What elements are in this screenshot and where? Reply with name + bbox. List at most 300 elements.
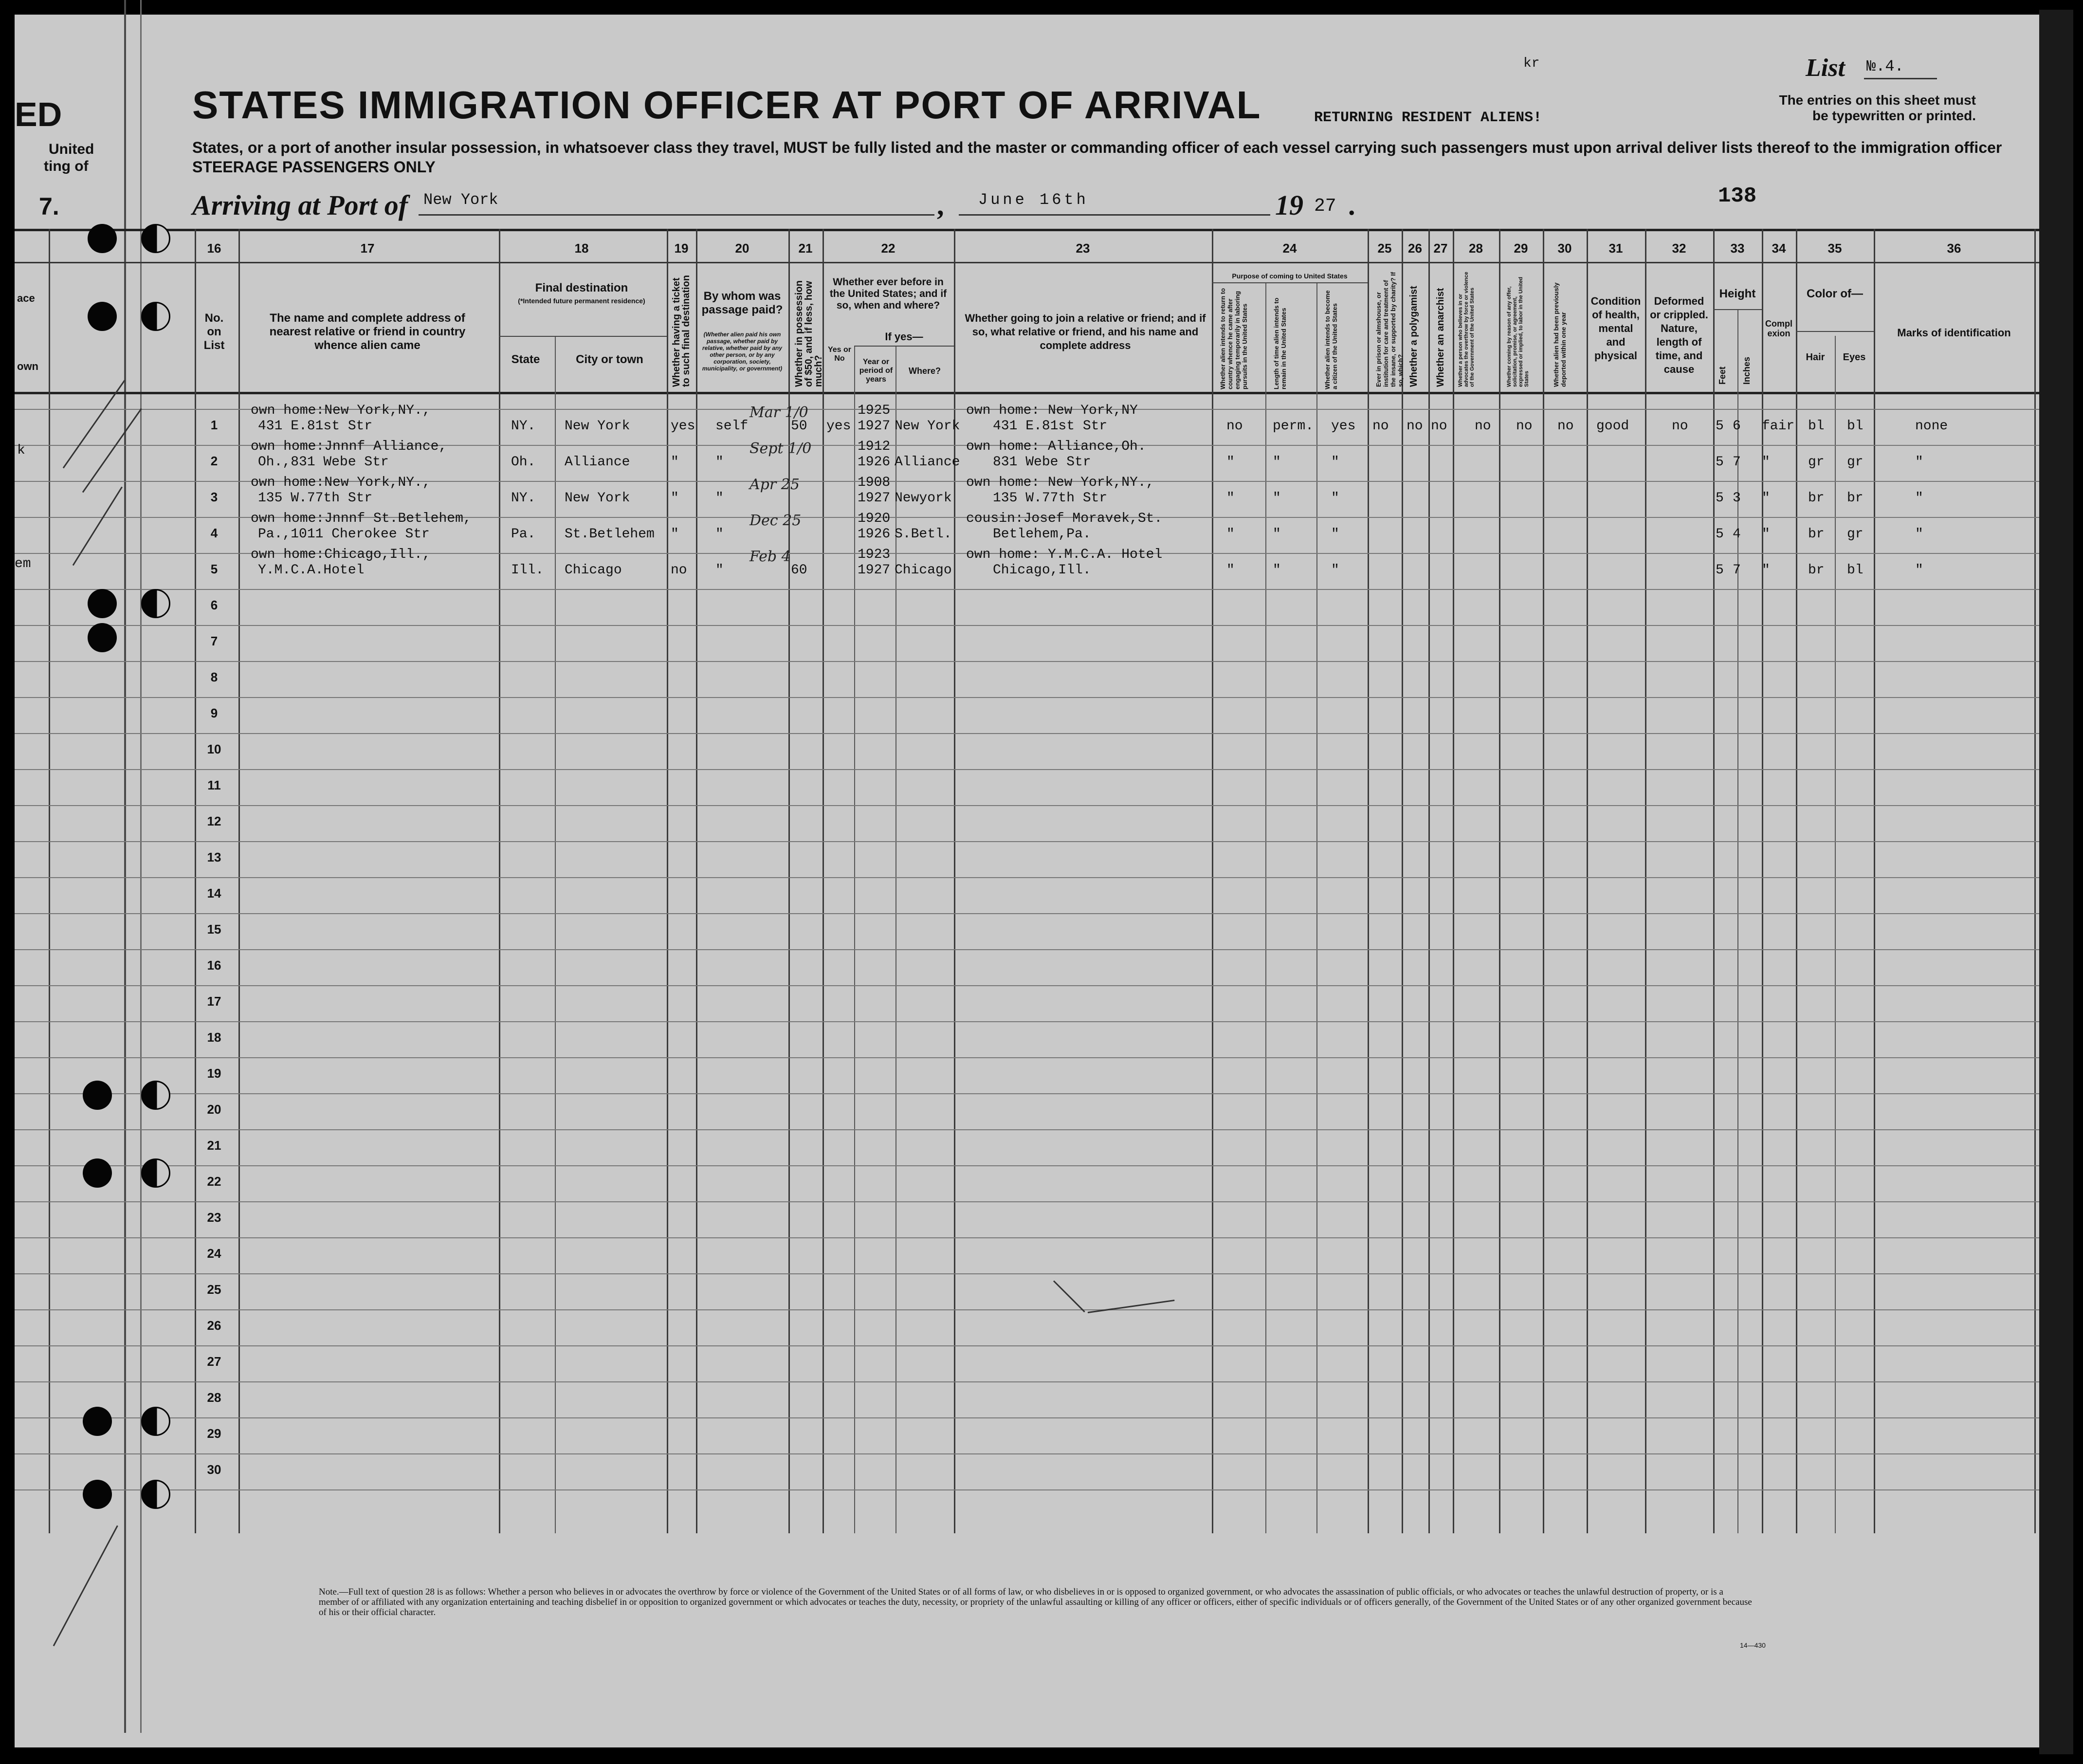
row-number: 21 [207, 1138, 221, 1153]
header-deported: Whether alien had been previously deported within one year [1553, 282, 1567, 387]
punch-hole [88, 224, 117, 253]
nearest-relative-line2: Y.M.C.A.Hotel [258, 563, 365, 578]
punch-hole [141, 1407, 170, 1436]
row-number: 8 [210, 670, 218, 684]
row-number: 6 [210, 598, 218, 612]
height-feet: 5 [1716, 491, 1724, 506]
height-inches: 4 [1733, 527, 1741, 542]
polygamist-answer: no [1407, 419, 1423, 434]
money-amount: 50 [791, 419, 807, 434]
money-handwritten: Dec 25 [749, 512, 802, 529]
eye-color: br [1847, 491, 1864, 506]
cut-left-text-4: 7. [39, 193, 59, 220]
punch-hole [83, 1158, 112, 1188]
previous-residence: New York [895, 419, 960, 434]
header-before-in-us: Whether ever before in the United States; and if so, when and where? [829, 276, 947, 311]
money-handwritten: Apr 25 [749, 476, 800, 493]
destination-city: Alliance [565, 455, 630, 470]
row-rule [15, 661, 2039, 662]
row-number: 12 [207, 814, 221, 828]
intends-return: " [1226, 527, 1235, 542]
row-number: 3 [210, 490, 218, 504]
column-rule [555, 336, 556, 1533]
passage-paid-by: " [715, 491, 724, 506]
row-number: 14 [207, 886, 221, 900]
row-rule [15, 1057, 2039, 1058]
identification-marks: " [1915, 527, 1923, 542]
column-rule [1212, 229, 1213, 1533]
header-purpose: Purpose of coming to United States [1232, 272, 1348, 280]
join-relative-line1: own home: New York,NY., [966, 475, 1154, 490]
row-number: 30 [207, 1462, 221, 1477]
header-ticket: Whether having a ticket to such final destination [671, 275, 692, 387]
row-number: 29 [207, 1426, 221, 1441]
row-number: 13 [207, 850, 221, 864]
ticket-status: no [671, 563, 687, 578]
header-bottom-rule [15, 392, 2039, 394]
port-underline [419, 214, 934, 216]
header-years: Year or period of years [859, 358, 893, 384]
row-rule [15, 1309, 2039, 1310]
previous-residence: Chicago [895, 563, 952, 578]
intended-stay: perm. [1273, 419, 1314, 434]
col-num-32: 32 [1672, 241, 1686, 256]
row-rule [15, 769, 2039, 770]
column-rule [2034, 229, 2036, 1533]
join-relative-line1: own home: Alliance,Oh. [966, 439, 1146, 454]
eye-color: bl [1847, 419, 1864, 434]
clerk-initials: kr [1523, 56, 1540, 71]
intends-return: " [1226, 491, 1235, 506]
header-yes-no: Yes or No [827, 346, 852, 363]
column-rule [1835, 336, 1836, 1533]
nearest-relative-line2: 135 W.77th Str [258, 491, 373, 506]
ticket-status: " [671, 527, 679, 542]
year-first-arrival: 1920 [858, 511, 891, 526]
intended-stay: " [1273, 455, 1281, 470]
column-number-rule [15, 262, 2039, 263]
column-rule [1368, 229, 1369, 1533]
row-rule [15, 985, 2039, 986]
column-rule [696, 229, 697, 1533]
previous-residence: S.Betl. [895, 527, 952, 542]
passage-paid-by: " [715, 455, 724, 470]
row-rule [15, 1345, 2039, 1346]
list-label: List [1806, 54, 1845, 82]
intended-stay: " [1273, 527, 1281, 542]
table-top-rule [15, 229, 2039, 231]
header-purpose-citizen: Whether alien intends to become a citizen of the United States [1324, 290, 1338, 389]
row-rule [15, 877, 2039, 878]
header-if-yes: If yes— [885, 331, 923, 343]
complexion: " [1762, 563, 1770, 578]
column-rule [854, 346, 855, 1533]
row-number: 1 [210, 418, 218, 432]
column-rule [238, 229, 240, 1533]
punch-hole [83, 1081, 112, 1110]
intended-stay: " [1273, 563, 1281, 578]
destination-state: Oh. [511, 455, 536, 470]
intends-citizenship: " [1331, 491, 1339, 506]
year-suffix: 27 [1314, 196, 1336, 217]
port-of-arrival: New York [423, 191, 498, 209]
returning-aliens-stamp: RETURNING RESIDENT ALIENS! [1314, 110, 1542, 126]
previous-residence: Alliance [895, 455, 960, 470]
eye-color: gr [1847, 527, 1864, 542]
join-relative-line2: 431 E.81st Str [993, 419, 1108, 434]
destination-state: NY. [511, 491, 536, 506]
cut-left-fragment-a: ace [17, 292, 35, 304]
subheader-rule-33 [1713, 309, 1762, 310]
col-num-29: 29 [1514, 241, 1528, 256]
cut-left-fragment-d: em [15, 556, 31, 571]
arriving-label: Arriving at Port of [192, 189, 408, 221]
passage-paid-by: " [715, 563, 724, 578]
intended-stay: " [1273, 491, 1281, 506]
row-rule [15, 589, 2039, 590]
column-rule [1587, 229, 1588, 1533]
height-feet: 5 [1716, 527, 1724, 542]
complexion: " [1762, 455, 1770, 470]
row-rule [15, 1201, 2039, 1202]
punch-hole [83, 1480, 112, 1509]
complexion: fair [1762, 419, 1795, 434]
col-num-19: 19 [674, 241, 689, 256]
column-rule [667, 229, 668, 1533]
header-height: Height [1719, 287, 1756, 300]
header-final-destination-note: (*Intended future permanent residence) [518, 297, 645, 305]
row-number: 25 [207, 1282, 221, 1297]
complexion: " [1762, 527, 1770, 542]
col-num-20: 20 [735, 241, 749, 256]
intends-citizenship: " [1331, 527, 1339, 542]
form-number: 14—430 [1740, 1641, 1766, 1649]
row-rule [15, 1381, 2039, 1382]
nearest-relative-line2: Pa.,1011 Cherokee Str [258, 527, 430, 542]
header-polygamist: Whether a polygamist [1408, 286, 1419, 387]
column-rule [1713, 229, 1715, 1533]
page-number: 138 [1718, 184, 1757, 208]
height-feet: 5 [1716, 563, 1724, 578]
margin-rule [124, 0, 126, 1733]
row-rule [15, 1165, 2039, 1166]
comma: , [937, 189, 944, 221]
punch-hole [141, 1158, 170, 1188]
col-num-21: 21 [798, 241, 813, 256]
row-number: 7 [210, 634, 218, 648]
punch-hole [141, 589, 170, 618]
row-number: 15 [207, 922, 221, 937]
list-number: №.4. [1866, 57, 1904, 75]
year-first-arrival: 1925 [858, 403, 891, 418]
cut-left-text-3: ting of [44, 158, 89, 174]
destination-city: New York [565, 419, 630, 434]
header-no-on-list: No. on List [203, 312, 225, 352]
row-number: 22 [207, 1174, 221, 1189]
row-rule [15, 1489, 2039, 1490]
destination-state: Pa. [511, 527, 536, 542]
row-number: 28 [207, 1390, 221, 1405]
year-dot: . [1348, 189, 1355, 221]
deformity: no [1672, 419, 1688, 434]
identification-marks: " [1915, 491, 1923, 506]
destination-city: St.Betlehem [565, 527, 655, 542]
row-number: 18 [207, 1030, 221, 1045]
nearest-relative-line1: own home:New York,NY., [251, 475, 431, 490]
header-q29: Whether coming by reason of any offer, solicitation, promise, or agreement, expressed or implied, to labor in the United States [1506, 276, 1530, 387]
row-rule [15, 733, 2039, 734]
hair-color: bl [1808, 419, 1825, 434]
punch-hole [141, 224, 170, 253]
ticket-status: " [671, 491, 679, 506]
join-relative-line2: 135 W.77th Str [993, 491, 1108, 506]
header-feet: Feet [1718, 366, 1727, 385]
row-number: 26 [207, 1318, 221, 1333]
header-eyes: Eyes [1843, 352, 1866, 363]
column-rule [1453, 229, 1454, 1533]
eye-color: bl [1847, 563, 1864, 578]
column-rule [499, 229, 500, 1533]
intends-return: no [1226, 419, 1243, 434]
punch-hole [141, 1480, 170, 1509]
header-passage-paid: By whom was passage paid? [701, 290, 783, 316]
year-last-departure: 1926 [858, 527, 891, 542]
row-number: 16 [207, 958, 221, 973]
destination-state: Ill. [511, 563, 544, 578]
join-relative-line1: cousin:Josef Moravek,St. [966, 511, 1163, 526]
deported-answer: no [1557, 419, 1574, 434]
row-rule [15, 625, 2039, 626]
row-rule [15, 805, 2039, 806]
row-number: 4 [210, 526, 218, 540]
instruction-line-1: States, or a port of another insular possession, in whatsoever class they travel, MUST be fully listed and the master or commanding officer of each vessel carrying such passengers must upon arrival deliver lists thereof to the immigration officer [192, 139, 2002, 156]
column-rule [1402, 229, 1403, 1533]
punch-hole [141, 302, 170, 331]
previous-residence: Newyork [895, 491, 952, 506]
col-num-28: 28 [1469, 241, 1483, 256]
money-handwritten: Feb 4 [749, 548, 791, 565]
col-num-34: 34 [1772, 241, 1786, 256]
header-city: City or town [576, 353, 643, 366]
row-number: 5 [210, 562, 218, 576]
hair-color: br [1808, 527, 1825, 542]
height-inches: 3 [1733, 491, 1741, 506]
nearest-relative-line1: own home:New York,NY., [251, 403, 431, 418]
row-rule [15, 1093, 2039, 1094]
header-passage-paid-note: (Whether alien paid his own passage, whether paid by relative, whether paid by any other person, or by any corporation, society, municipality, or government) [702, 331, 783, 372]
intends-return: " [1226, 455, 1235, 470]
header-purpose-return: Whether alien intends to return to country whence he came after engaging temporarily in laboring pursuits in the United States [1219, 288, 1248, 389]
cut-left-text-1: ED [15, 95, 62, 133]
punch-hole [88, 302, 117, 331]
row-rule [15, 1237, 2039, 1238]
eye-color: gr [1847, 455, 1864, 470]
prison-record: no [1372, 419, 1389, 434]
punch-hole [88, 589, 117, 618]
subheader-rule-35 [1796, 331, 1874, 332]
column-rule [1428, 229, 1430, 1533]
question-28-answer: no [1475, 419, 1491, 434]
header-health: Condition of health, mental and physical [1590, 295, 1641, 362]
passage-paid-by: " [715, 527, 724, 542]
row-number: 19 [207, 1066, 221, 1081]
row-rule [15, 1417, 2039, 1418]
anarchist-answer: no [1431, 419, 1447, 434]
height-feet: 5 [1716, 455, 1724, 470]
row-number: 23 [207, 1210, 221, 1225]
intends-return: " [1226, 563, 1235, 578]
year-first-arrival: 1912 [858, 439, 891, 454]
header-money: Whether in possession of $50, and if less, how much? [794, 280, 824, 387]
hair-color: gr [1808, 455, 1825, 470]
row-rule [15, 913, 2039, 914]
identification-marks: none [1915, 419, 1948, 434]
col-num-25: 25 [1377, 241, 1392, 256]
subheader-rule-18 [499, 336, 667, 337]
cut-left-fragment-c: k [17, 443, 25, 458]
ticket-status: yes [671, 419, 695, 434]
row-rule [15, 841, 2039, 842]
footnote-question-28: Note.—Full text of question 28 is as follows: Whether a person who believes in or advocates the overthrow by force or violence of the Government of the United States or of all forms of law, or who disbelieves in or is opposed to organized government, or who advocates the assassination of public officials, or who advocates or teaches the unlawful destruction of property, or is a member of or affiliated with any organization entertaining and teaching disbelief in or opposition to organized government or which advocates or teaches the duty, necessity, or propriety of the unlawful assaulting or killing of any officer or officers, either of specific individuals or of officers generally, of the Government of the United States or of any other organized government because of his or their official character. [319, 1587, 1752, 1617]
instruction-line-2: STEERAGE PASSENGERS ONLY [192, 158, 436, 176]
header-final-destination: Final destination [535, 281, 628, 294]
header-state: State [511, 353, 540, 366]
paper [15, 15, 2039, 1747]
header-marks: Marks of identification [1897, 327, 2011, 339]
join-relative-line1: own home: New York,NY [966, 403, 1138, 418]
row-rule [15, 1453, 2039, 1454]
join-relative-line2: Chicago,Ill. [993, 563, 1091, 578]
height-inches: 7 [1733, 455, 1741, 470]
row-number: 24 [207, 1246, 221, 1261]
question-29-answer: no [1516, 419, 1533, 434]
intends-citizenship: " [1331, 563, 1339, 578]
punch-hole [88, 623, 117, 652]
col-num-17: 17 [360, 241, 375, 256]
header-anarchist: Whether an anarchist [1435, 288, 1446, 387]
year-last-departure: 1927 [858, 563, 891, 578]
column-rule [1645, 229, 1646, 1533]
row-number: 20 [207, 1102, 221, 1117]
height-inches: 7 [1733, 563, 1741, 578]
nearest-relative-line2: 431 E.81st Str [258, 419, 373, 434]
hair-color: br [1808, 563, 1825, 578]
punch-hole [141, 1081, 170, 1110]
year-last-departure: 1927 [858, 491, 891, 506]
column-rule [788, 229, 790, 1533]
destination-state: NY. [511, 419, 536, 434]
header-color-of: Color of— [1807, 287, 1863, 300]
row-number: 17 [207, 994, 221, 1009]
complexion: " [1762, 491, 1770, 506]
row-rule [15, 949, 2039, 950]
cut-left-fragment-b: own [17, 360, 38, 372]
list-number-underline [1864, 78, 1937, 79]
destination-city: New York [565, 491, 630, 506]
passage-paid-by: self [715, 419, 749, 434]
header-inches: Inches [1742, 356, 1752, 385]
margin-rule-2 [140, 0, 142, 1733]
row-number: 9 [210, 706, 218, 720]
nearest-relative-line1: own home:Chicago,Ill., [251, 547, 431, 562]
header-purpose-length: Length of time alien intends to remain in the United States [1273, 297, 1287, 389]
money-handwritten: Sept 1/0 [749, 440, 812, 457]
health-condition: good [1596, 419, 1629, 434]
arrival-date: June 16th [978, 191, 1089, 209]
header-complexion: Complexion [1765, 319, 1792, 338]
column-rule [822, 229, 824, 1533]
destination-city: Chicago [565, 563, 622, 578]
year-prefix: 19 [1275, 189, 1303, 221]
col-num-27: 27 [1433, 241, 1448, 256]
row-number: 11 [207, 778, 221, 792]
form-title: STATES IMMIGRATION OFFICER AT PORT OF ARRIVAL [192, 83, 1261, 127]
col-num-16: 16 [207, 241, 221, 256]
height-feet: 5 [1716, 419, 1724, 434]
height-inches: 6 [1733, 419, 1741, 434]
nearest-relative-line2: Oh.,831 Webe Str [258, 455, 389, 470]
punch-hole [83, 1407, 112, 1436]
col-num-23: 23 [1076, 241, 1090, 256]
year-first-arrival: 1908 [858, 475, 891, 490]
col-num-24: 24 [1282, 241, 1297, 256]
row-rule [15, 697, 2039, 698]
header-q28: Whether a person who believes in or advocates the overthrow by force or violence of the Government of the United States [1458, 272, 1475, 387]
col-num-26: 26 [1408, 241, 1422, 256]
row-number: 2 [210, 454, 218, 468]
money-handwritten: Mar 1/0 [749, 404, 808, 421]
column-rule [1499, 229, 1500, 1533]
col-num-18: 18 [574, 241, 589, 256]
identification-marks: " [1915, 455, 1923, 470]
row-rule [15, 1129, 2039, 1130]
row-number: 27 [207, 1354, 221, 1369]
nearest-relative-line1: own home:Jnnnf St.Betlehem, [251, 511, 472, 526]
ticket-status: " [671, 455, 679, 470]
col-num-33: 33 [1730, 241, 1745, 256]
row-rule [15, 1273, 2039, 1274]
header-deformed: Deformed or crippled. Nature, length of time, and cause [1650, 295, 1708, 375]
col-num-36: 36 [1947, 241, 1961, 256]
col-num-22: 22 [881, 241, 895, 256]
join-relative-line2: 831 Webe Str [993, 455, 1091, 470]
column-rule [49, 229, 50, 1533]
header-nearest-relative: The name and complete address of nearest relative or friend in country whence alien came [269, 312, 466, 352]
column-rule [1796, 229, 1797, 1533]
year-first-arrival: 1923 [858, 547, 891, 562]
col-num-30: 30 [1557, 241, 1572, 256]
hair-color: br [1808, 491, 1825, 506]
col-num-35: 35 [1827, 241, 1842, 256]
typewritten-note: The entries on this sheet must be typewritten or printed. [1779, 92, 1976, 123]
header-prison: Ever in prison or almshouse, or institution for care and treatment of the insane, or supported by charity? If so, which? [1375, 272, 1404, 387]
join-relative-line2: Betlehem,Pa. [993, 527, 1091, 542]
column-rule [1543, 229, 1544, 1533]
header-hair: Hair [1806, 352, 1825, 363]
join-relative-line1: own home: Y.M.C.A. Hotel [966, 547, 1163, 562]
subheader-rule-24 [1212, 282, 1368, 283]
column-rule [1874, 229, 1875, 1533]
header-where: Where? [908, 366, 941, 376]
page-edge [2039, 10, 2073, 1754]
column-rule [895, 346, 896, 1533]
row-rule [15, 1021, 2039, 1022]
intends-citizenship: " [1331, 455, 1339, 470]
cut-left-text-2: United [49, 141, 94, 157]
nearest-relative-line1: own home:Jnnnf Alliance, [251, 439, 447, 454]
header-join-relative: Whether going to join a relative or friend; and if so, what relative or friend, and his name and complete address [965, 312, 1206, 351]
subheader-rule-22 [854, 346, 954, 347]
